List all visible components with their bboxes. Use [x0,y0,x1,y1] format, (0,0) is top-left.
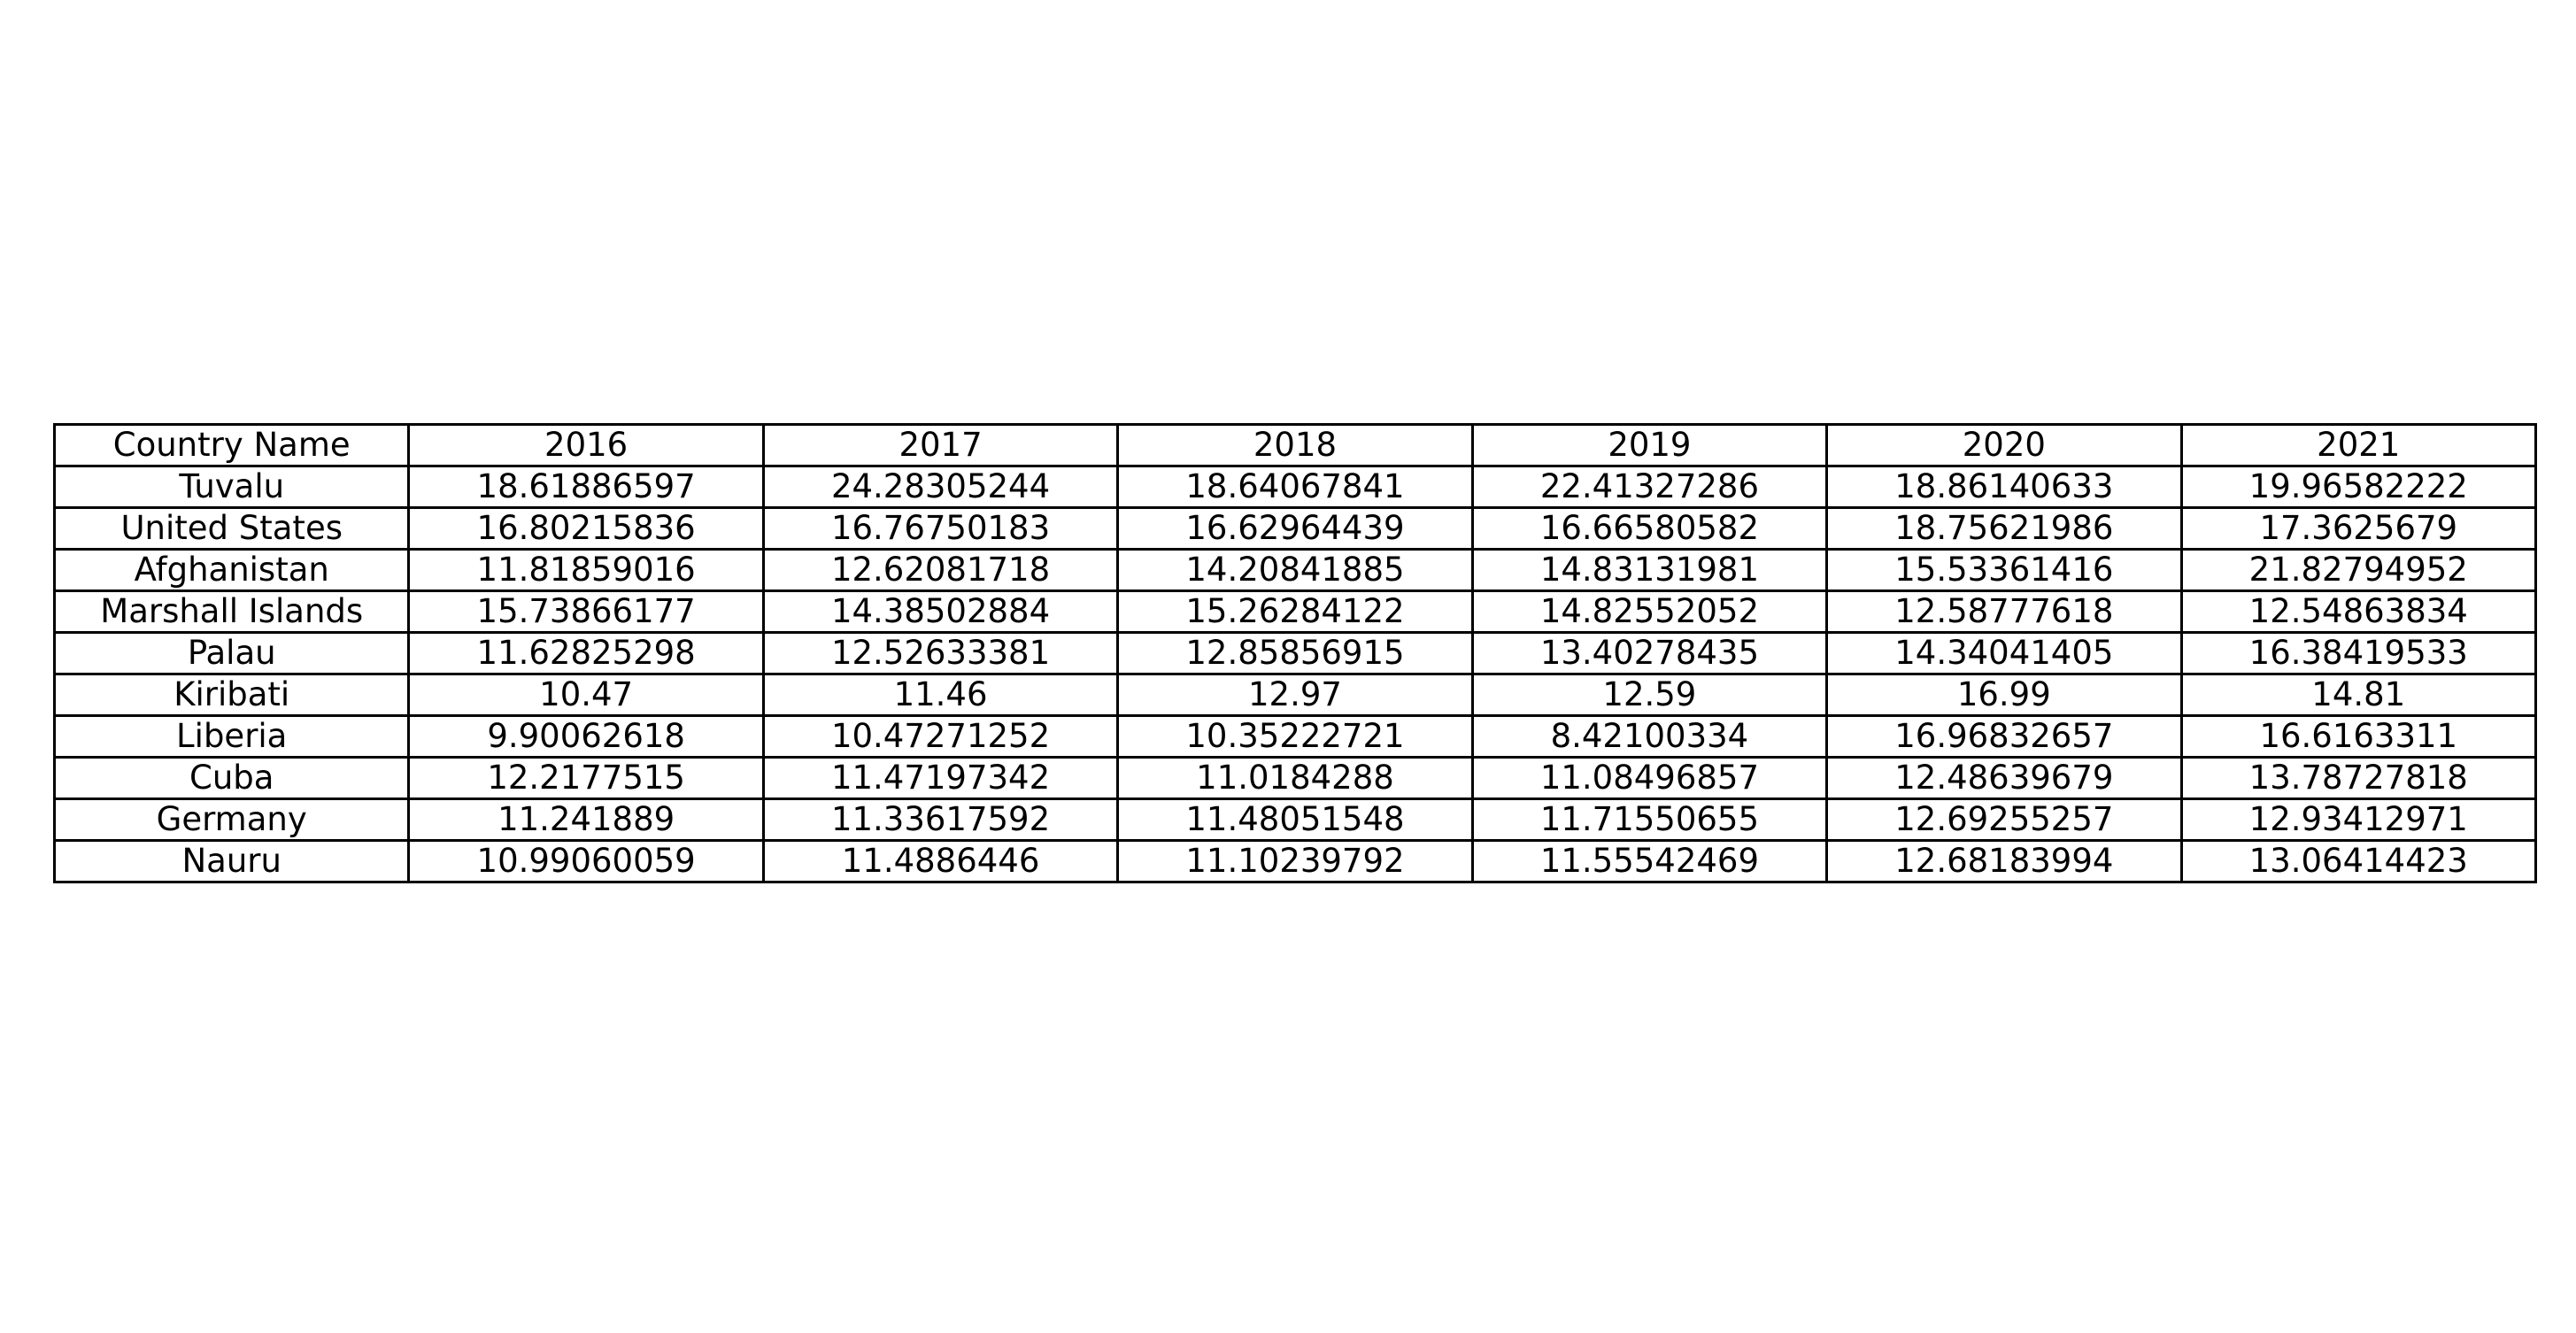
header-cell-year: 2017 [763,425,1117,466]
value-cell: 22.41327286 [1472,466,1826,508]
value-cell: 10.47 [409,674,763,716]
value-cell: 12.48639679 [1827,758,2181,799]
value-cell: 16.96832657 [1827,716,2181,758]
header-row [55,425,2536,466]
value-cell: 11.47197342 [763,758,1117,799]
value-cell: 11.4886446 [763,841,1117,882]
value-cell: 11.46 [763,674,1117,716]
value-cell: 18.61886597 [409,466,763,508]
value-cell: 16.6163311 [2181,716,2535,758]
table-row [55,799,2536,841]
value-cell: 16.76750183 [763,508,1117,550]
header-cell-year: 2019 [1472,425,1826,466]
country-name-cell: Palau [55,633,409,674]
value-cell: 11.241889 [409,799,763,841]
country-name-cell: Cuba [55,758,409,799]
table-row [55,466,2536,508]
value-cell: 12.62081718 [763,550,1117,591]
value-cell: 16.80215836 [409,508,763,550]
value-cell: 12.68183994 [1827,841,2181,882]
value-cell: 14.81 [2181,674,2535,716]
table-row [55,550,2536,591]
value-cell: 14.34041405 [1827,633,2181,674]
country-name-cell: Afghanistan [55,550,409,591]
value-cell: 12.59 [1472,674,1826,716]
value-cell: 12.54863834 [2181,591,2535,633]
table-body [55,425,2536,882]
value-cell: 15.73866177 [409,591,763,633]
value-cell: 13.40278435 [1472,633,1826,674]
value-cell: 12.2177515 [409,758,763,799]
value-cell: 12.85856915 [1118,633,1472,674]
value-cell: 10.47271252 [763,716,1117,758]
table-row [55,841,2536,882]
value-cell: 15.53361416 [1827,550,2181,591]
value-cell: 12.58777618 [1827,591,2181,633]
value-cell: 14.38502884 [763,591,1117,633]
value-cell: 24.28305244 [763,466,1117,508]
data-table-container [53,423,2537,883]
country-name-cell: Liberia [55,716,409,758]
table-row [55,716,2536,758]
table-row [55,508,2536,550]
value-cell: 10.35222721 [1118,716,1472,758]
value-cell: 18.75621986 [1827,508,2181,550]
value-cell: 14.20841885 [1118,550,1472,591]
value-cell: 9.90062618 [409,716,763,758]
country-name-cell: Tuvalu [55,466,409,508]
value-cell: 11.08496857 [1472,758,1826,799]
table-row [55,674,2536,716]
value-cell: 10.99060059 [409,841,763,882]
table-row [55,758,2536,799]
table-row [55,633,2536,674]
header-cell-year: 2021 [2181,425,2535,466]
value-cell: 12.93412971 [2181,799,2535,841]
value-cell: 11.33617592 [763,799,1117,841]
header-cell-year: 2016 [409,425,763,466]
value-cell: 12.69255257 [1827,799,2181,841]
value-cell: 18.86140633 [1827,466,2181,508]
value-cell: 14.82552052 [1472,591,1826,633]
value-cell: 8.42100334 [1472,716,1826,758]
value-cell: 16.99 [1827,674,2181,716]
country-name-cell: Marshall Islands [55,591,409,633]
header-cell-year: 2020 [1827,425,2181,466]
value-cell: 21.82794952 [2181,550,2535,591]
value-cell: 11.62825298 [409,633,763,674]
value-cell: 11.71550655 [1472,799,1826,841]
value-cell: 13.78727818 [2181,758,2535,799]
value-cell: 18.64067841 [1118,466,1472,508]
value-cell: 16.38419533 [2181,633,2535,674]
value-cell: 11.81859016 [409,550,763,591]
header-cell-country-name: Country Name [55,425,409,466]
country-name-cell: Germany [55,799,409,841]
value-cell: 19.96582222 [2181,466,2535,508]
country-name-cell: United States [55,508,409,550]
value-cell: 11.55542469 [1472,841,1826,882]
value-cell: 11.48051548 [1118,799,1472,841]
value-cell: 16.66580582 [1472,508,1826,550]
value-cell: 16.62964439 [1118,508,1472,550]
value-cell: 13.06414423 [2181,841,2535,882]
value-cell: 11.10239792 [1118,841,1472,882]
value-cell: 15.26284122 [1118,591,1472,633]
value-cell: 12.52633381 [763,633,1117,674]
value-cell: 14.83131981 [1472,550,1826,591]
value-cell: 11.0184288 [1118,758,1472,799]
header-cell-year: 2018 [1118,425,1472,466]
table-row [55,591,2536,633]
data-table [53,423,2537,883]
value-cell: 12.97 [1118,674,1472,716]
country-name-cell: Kiribati [55,674,409,716]
value-cell: 17.3625679 [2181,508,2535,550]
country-name-cell: Nauru [55,841,409,882]
